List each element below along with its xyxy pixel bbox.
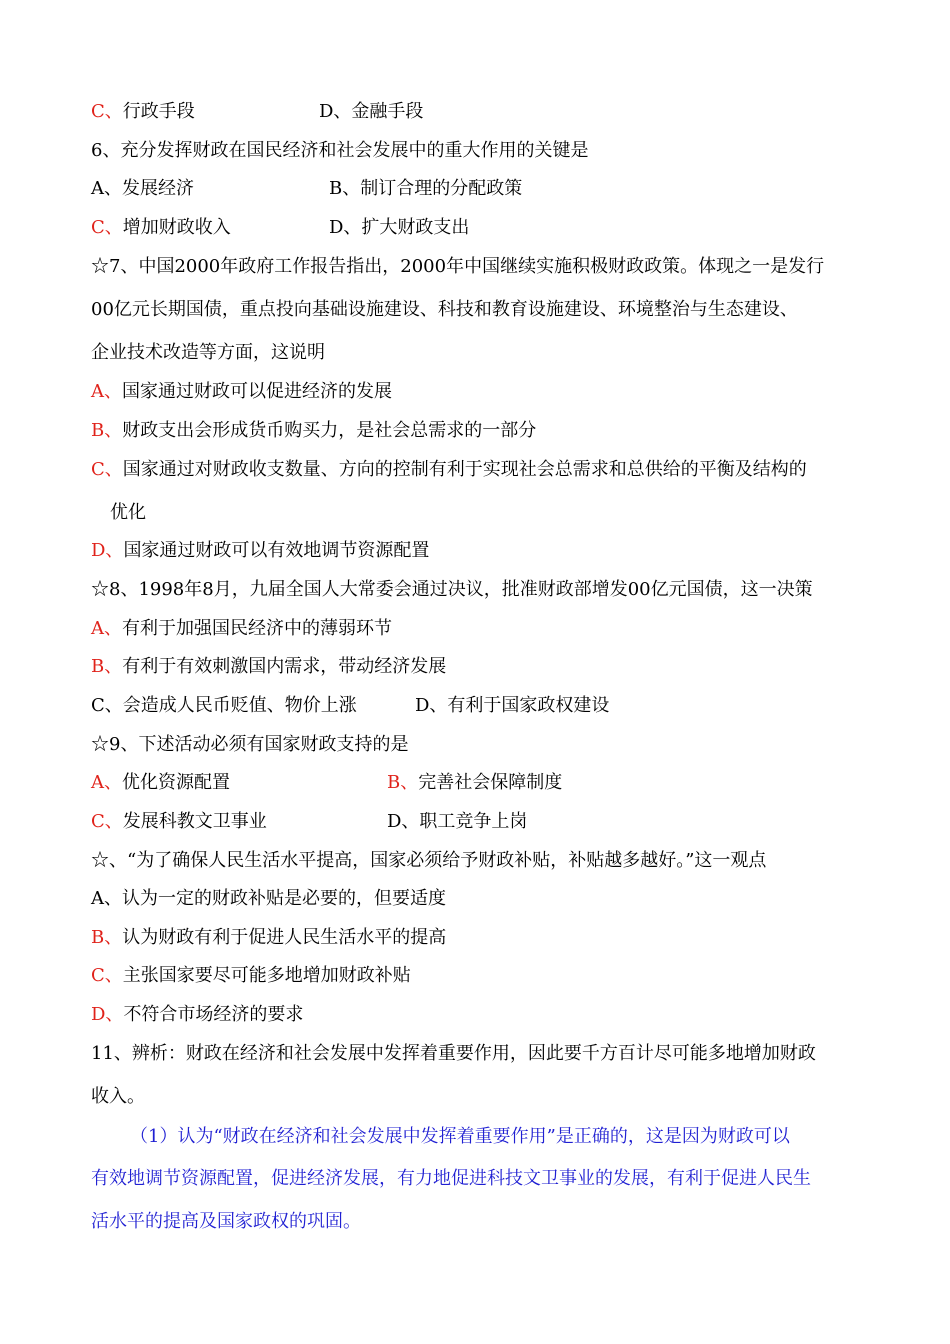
option-label: A、 [91, 772, 122, 793]
option-line [91, 177, 523, 201]
option-line [91, 100, 424, 124]
option-pair [387, 771, 562, 795]
option-label: C、 [91, 811, 123, 832]
question-7-cont: 00亿元长期国债，重点投向基础设施建设、科技和教育设施建设、环境整治与生态建设、 [91, 299, 798, 320]
option-text: 完善社会保障制度 [418, 772, 563, 793]
option-text: 行政手段 [122, 101, 195, 122]
option-text: D、职工竞争上岗 [387, 811, 528, 832]
option-label: D、 [91, 540, 124, 561]
option-line [91, 419, 536, 443]
option-line [91, 771, 563, 795]
option-text: D、扩大财政支出 [329, 217, 470, 238]
question-11: 11、辨析：财政在经济和社会发展中发挥着重要作用，因此要千方百计尽可能多地增加财政 [91, 1043, 816, 1064]
option-line [91, 810, 528, 834]
option-text: 主张国家要尽可能多地增加财政补贴 [122, 965, 411, 986]
option-line: A、认为一定的财政补贴是必要的，但要适度 [91, 888, 446, 909]
question-10: ☆、“为了确保人民生活水平提高，国家必须给予财政补贴，补贴越多越好。”这一观点 [91, 850, 767, 871]
option-text: A、发展经济 [91, 178, 194, 199]
answer-paragraph: （1）认为“财政在经济和社会发展中发挥着重要作用”是正确的，这是因为财政可以 [130, 1126, 790, 1147]
option-label: C、 [91, 101, 123, 122]
option-text: 财政支出会形成货币购买力，是社会总需求的一部分 [122, 420, 537, 441]
option-text: 优化资源配置 [122, 772, 230, 793]
option-line [91, 655, 446, 679]
option-line [91, 539, 429, 563]
option-label: A、 [91, 381, 122, 402]
option-text: 有利于有效刺激国内需求，带动经济发展 [122, 656, 447, 677]
option-cont: 优化 [110, 502, 146, 523]
answer-paragraph-cont: 有效地调节资源配置，促进经济发展，有力地促进科技文卫事业的发展，有利于促进人民生 [91, 1168, 811, 1189]
option-text: B、制订合理的分配政策 [329, 178, 523, 199]
question-6: 6、充分发挥财政在国民经济和社会发展中的重大作用的关键是 [91, 140, 589, 161]
option-text: 国家通过对财政收支数量、方向的控制有利于实现社会总需求和总供给的平衡及结构的 [122, 459, 807, 480]
answer-paragraph-cont: 活水平的提高及国家政权的巩固。 [91, 1211, 361, 1232]
question-11-cont: 收入。 [91, 1086, 145, 1107]
option-line [91, 458, 807, 482]
option-label: B、 [91, 420, 123, 441]
option-line [91, 694, 610, 718]
option-text: C、会造成人民币贬值、物价上涨 [91, 695, 357, 716]
question-9: ☆9、下述活动必须有国家财政支持的是 [91, 734, 409, 755]
option-text: 有利于加强国民经济中的薄弱环节 [122, 618, 392, 639]
question-8: ☆8、1998年8月，九届全国人大常委会通过决议，批准财政部增发00亿元国债，这一决策 [91, 579, 813, 600]
question-7-cont: 企业技术改造等方面，这说明 [91, 342, 325, 363]
option-label: C、 [91, 217, 123, 238]
option-label: C、 [91, 459, 123, 480]
option-line [91, 617, 392, 641]
option-text: D、金融手段 [319, 101, 424, 122]
option-line [91, 1003, 303, 1027]
option-label: B、 [91, 927, 123, 948]
option-label: C、 [91, 965, 123, 986]
option-text: 认为财政有利于促进人民生活水平的提高 [122, 927, 447, 948]
option-line [91, 926, 446, 950]
option-line [91, 964, 411, 988]
option-text: D、有利于国家政权建设 [415, 695, 610, 716]
option-text: 国家通过财政可以有效地调节资源配置 [123, 540, 430, 561]
option-text: 发展科教文卫事业 [122, 811, 267, 832]
option-label: A、 [91, 618, 122, 639]
option-label: B、 [387, 772, 419, 793]
question-7: ☆7、中国2000年政府工作报告指出，2000年中国继续实施积极财政政策。体现之一是发行 [91, 256, 825, 277]
option-line [91, 380, 392, 404]
option-text: 增加财政收入 [122, 217, 231, 238]
option-text: 国家通过财政可以促进经济的发展 [122, 381, 392, 402]
option-label: B、 [91, 656, 123, 677]
option-text: 不符合市场经济的要求 [123, 1004, 304, 1025]
option-label: D、 [91, 1004, 124, 1025]
option-line [91, 216, 470, 240]
